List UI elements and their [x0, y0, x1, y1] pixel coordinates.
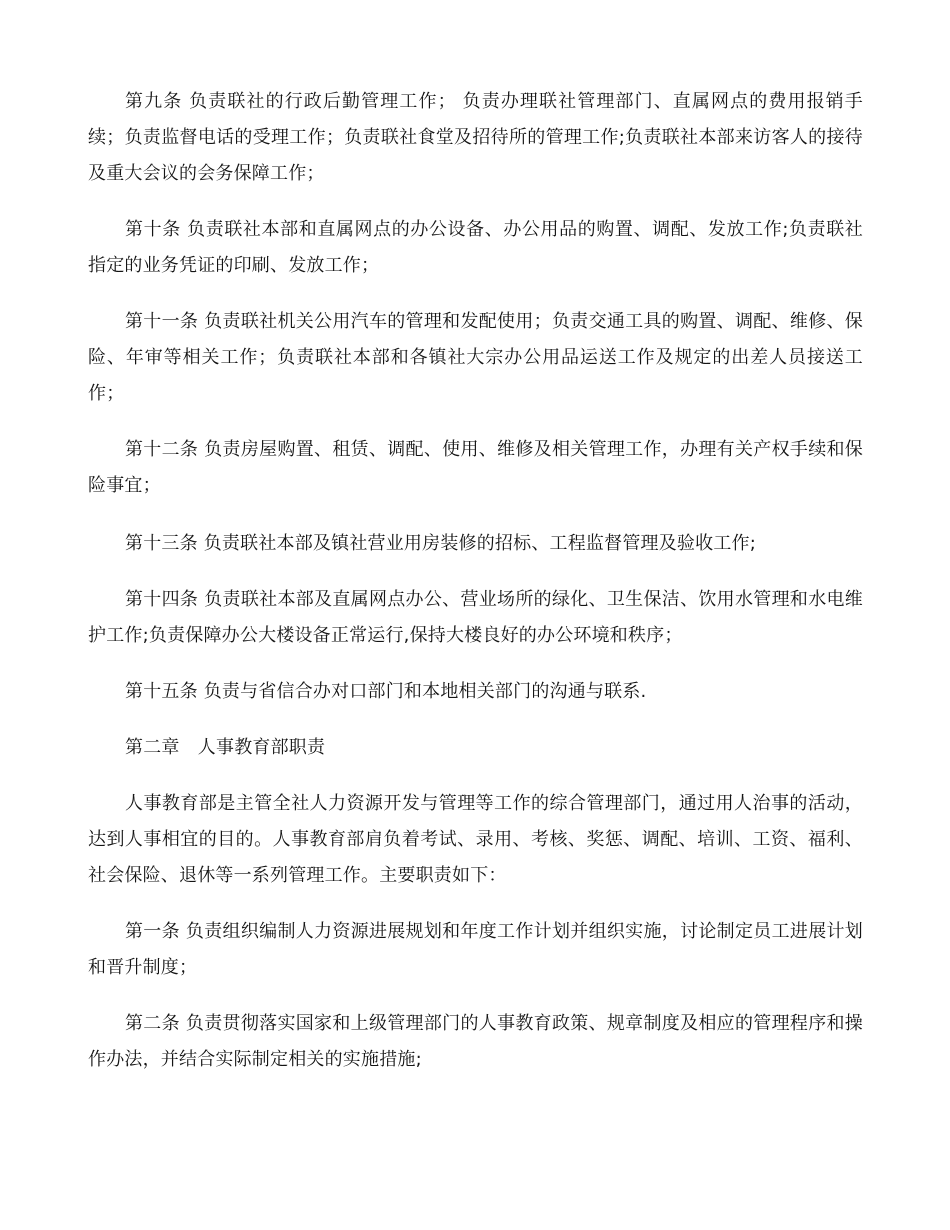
- article-12-paragraph: 第十二条 负责房屋购置、租赁、调配、使用、维修及相关管理工作，办理有关产权手续和保险事宜；: [88, 439, 863, 496]
- article-11-paragraph: 第十一条 负责联社机关公用汽车的管理和发配使用；负责交通工具的购置、调配、维修、保险、年审等相关工作；负责联社本部和各镇社大宗办公用品运送工作及规定的出差人员接送工作；: [88, 311, 863, 404]
- article-14-paragraph: 第十四条 负责联社本部及直属网点办公、营业场所的绿化、卫生保洁、饮用水管理和水电维护工作;负责保障办公大楼设备正常运行,保持大楼良好的办公环境和秩序；: [88, 589, 863, 646]
- article-9-paragraph: 第九条 负责联社的行政后勤管理工作； 负责办理联社管理部门、直属网点的费用报销手续；负责监督电话的受理工作；负责联社食堂及招待所的管理工作;负责联社本部来访客人的接待及重大会议的会务保障工作；: [88, 91, 863, 184]
- article-13-paragraph: 第十三条 负责联社本部及镇社营业用房装修的招标、工程监督管理及验收工作;: [125, 533, 756, 554]
- hr-article-2-paragraph: 第二条 负责贯彻落实国家和上级管理部门的人事教育政策、规章制度及相应的管理程序和操作办法，并结合实际制定相关的实施措施;: [88, 1013, 863, 1070]
- hr-article-1-paragraph: 第一条 负责组织编制人力资源进展规划和年度工作计划并组织实施，讨论制定员工进展计划和晋升制度；: [88, 921, 863, 978]
- hr-department-intro-paragraph: 人事教育部是主管全社人力资源开发与管理等工作的综合管理部门，通过用人治事的活动，达到人事相宜的目的。人事教育部肩负着考试、录用、考核、奖惩、调配、培训、工资、福利、社会保险、退休等一系列管理工作。主要职责如下：: [88, 793, 863, 886]
- chapter-2-heading: 第二章 人事教育部职责: [125, 737, 326, 758]
- article-10-paragraph: 第十条 负责联社本部和直属网点的办公设备、办公用品的购置、调配、发放工作;负责联社指定的业务凭证的印刷、发放工作；: [88, 219, 863, 276]
- article-15-paragraph: 第十五条 负责与省信合办对口部门和本地相关部门的沟通与联系.: [125, 681, 647, 702]
